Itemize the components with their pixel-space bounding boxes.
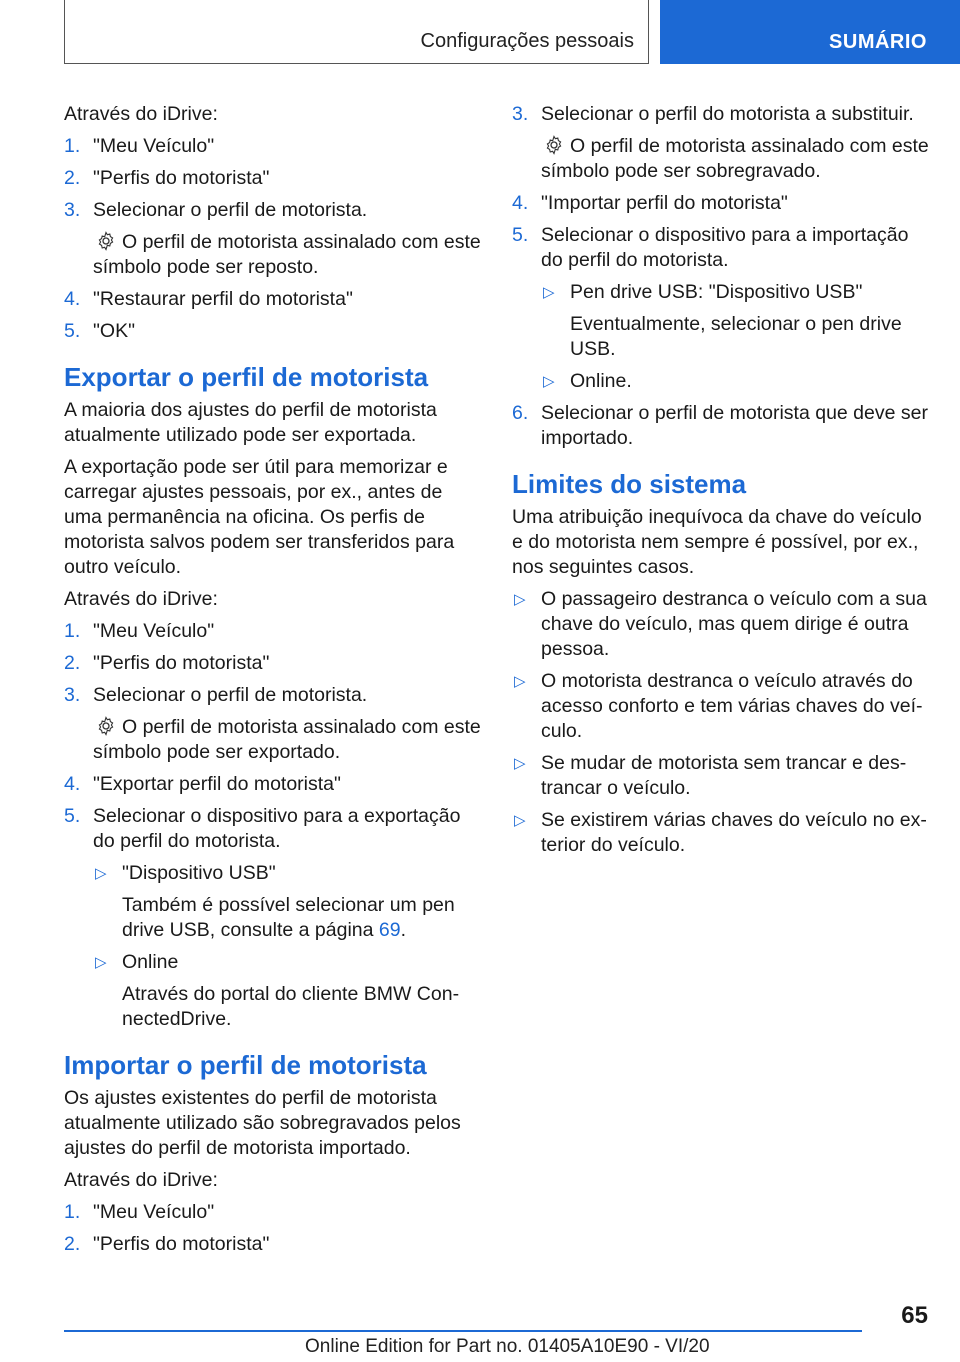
heading-export: Exportar o perfil de motorista <box>64 362 429 392</box>
symbol-note: O perfil de motorista assinalado com este símbolo pode ser exportado. <box>93 716 481 763</box>
list-item: 2. "Perfis do motorista" <box>64 167 270 189</box>
bullet-item: ▷ Se existirem várias chaves do veículo no exterior do veículo. <box>514 809 927 856</box>
gear-icon <box>96 231 116 251</box>
list-item: 4. "Restaurar perfil do motorista" <box>64 288 353 310</box>
sub-list-item: ▷ "Dispositivo USB" <box>95 862 276 884</box>
list-item: 1. "Meu Veículo" <box>64 135 215 157</box>
gear-icon <box>544 135 564 155</box>
triangle-bullet-icon: ▷ <box>95 954 107 971</box>
triangle-bullet-icon: ▷ <box>514 755 526 772</box>
bullet-item: ▷ O motorista destranca o veículo através do acesso conforto e tem várias chaves do veículo. <box>514 670 923 742</box>
intro-text: Através do iDrive: <box>64 588 218 610</box>
bullet-item: ▷ O passageiro destranca o veículo com a sua chave do veículo, mas quem dirige é outra pessoa. <box>514 588 927 660</box>
list-item: 1. "Meu Veículo" <box>64 620 215 642</box>
sub-note: Através do portal do cliente BMW ConnectedDrive. <box>122 983 460 1030</box>
footer-edition: Online Edition for Part no. 01405A10E90 - VI/20 <box>305 1336 710 1357</box>
right-column <box>512 102 930 865</box>
gear-icon <box>96 716 116 736</box>
list-item: 4. "Exportar perfil do motorista" <box>64 773 341 795</box>
page-number: 65 <box>901 1302 928 1329</box>
footer-divider <box>64 1330 862 1332</box>
triangle-bullet-icon: ▷ <box>543 373 555 390</box>
symbol-note: O perfil de motorista assinalado com este símbolo pode ser reposto. <box>93 231 481 278</box>
paragraph: Os ajustes existentes do perfil de motorista atualmente utilizado são sobregravados pelos ajustes do perfil de motorista importado. <box>64 1087 461 1159</box>
heading-limits: Limites do sistema <box>512 469 747 499</box>
list-item: 3. Selecionar o perfil do motorista a substituir. <box>512 103 914 125</box>
summary-button-label: SUMÁRIO <box>829 31 927 53</box>
list-item: 4. "Importar perfil do motorista" <box>512 192 788 214</box>
list-item: 1. "Meu Veículo" <box>64 1201 215 1223</box>
heading-import: Importar o perfil de motorista <box>64 1050 427 1080</box>
paragraph: Uma atribuição inequívoca da chave do veículo e do motorista nem sempre é possível, por ex., nos seguintes casos. <box>512 506 922 578</box>
section-title: Configurações pessoais <box>420 30 634 52</box>
triangle-bullet-icon: ▷ <box>95 865 107 882</box>
sub-note: Também é possível selecionar um pen drive USB, consulte a página 69. <box>122 894 455 941</box>
list-item: 5. Selecionar o dispositivo para a importação do perfil do motorista. <box>512 224 909 271</box>
sub-list-item: ▷ Online. <box>543 370 632 392</box>
sub-note: Eventualmente, selecionar o pen drive USB. <box>570 313 902 360</box>
sub-list-item: ▷ Pen drive USB: "Dispositivo USB" <box>543 281 863 303</box>
page-link[interactable]: 69 <box>378 919 401 941</box>
list-item: 2. "Perfis do motorista" <box>64 1233 270 1255</box>
intro-text: Através do iDrive: <box>64 1169 218 1191</box>
intro-text: Através do iDrive: <box>64 103 218 125</box>
list-item: 6. Selecionar o perfil de motorista que deve ser importado. <box>512 402 928 449</box>
list-item: 5. "OK" <box>64 320 136 342</box>
header-box <box>64 0 649 64</box>
list-item: 3. Selecionar o perfil de motorista. <box>64 199 368 221</box>
list-item: 5. Selecionar o dispositivo para a exportação do perfil do motorista. <box>64 805 461 852</box>
triangle-bullet-icon: ▷ <box>514 812 526 829</box>
sub-list-item: ▷ Online <box>95 951 179 973</box>
left-column <box>64 102 482 1264</box>
paragraph: A exportação pode ser útil para memorizar e carregar ajustes pessoais, por ex., antes de uma permanência na oficina. Os perfis de motorista salvos podem ser transferidos para outro veículo. <box>64 456 455 578</box>
symbol-note: O perfil de motorista assinalado com este símbolo pode ser sobregravado. <box>541 135 929 182</box>
triangle-bullet-icon: ▷ <box>543 284 555 301</box>
triangle-bullet-icon: ▷ <box>514 673 526 690</box>
bullet-item: ▷ Se mudar de motorista sem trancar e destrancar o veículo. <box>514 752 907 799</box>
paragraph: A maioria dos ajustes do perfil de motorista atualmente utilizado pode ser exportada. <box>64 399 437 446</box>
list-item: 2. "Perfis do motorista" <box>64 652 270 674</box>
triangle-bullet-icon: ▷ <box>514 591 526 608</box>
summary-button[interactable] <box>660 0 960 64</box>
list-item: 3. Selecionar o perfil de motorista. <box>64 684 368 706</box>
